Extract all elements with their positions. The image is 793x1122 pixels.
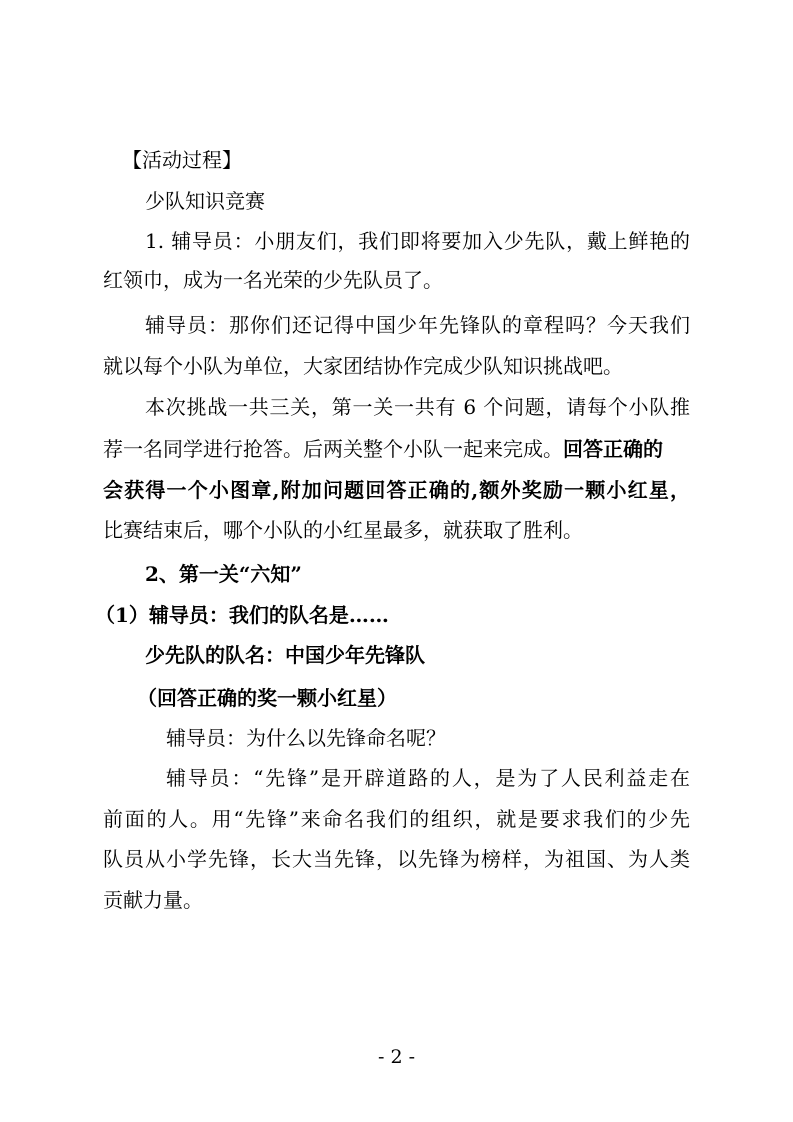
paragraph-4-line-3: 队员从小学先锋，长大当先锋，以先锋为榜样，为祖国、为人类 [103,847,690,871]
paragraph-3-line-2-normal: 荐一名同学进行抢答。后两关整个小队一起来完成。 [103,437,563,461]
paragraph-3-line-1: 本次挑战一共三关，第一关一共有 6 个问题，请每个小队推 [145,395,690,419]
paragraph-2-line-2: 就以每个小队为单位，大家团结协作完成少队知识挑战吧。 [103,354,623,378]
reward-note: （回答正确的奖一颗小红星） [137,686,397,710]
paragraph-3-line-3: 会获得一个小图章,附加问题回答正确的,额外奖励一颗小红星， [103,478,690,502]
paragraph-1-line-2: 红领巾，成为一名光荣的少先队员了。 [103,268,443,292]
paragraph-1-line-1: 1. 辅导员：小朋友们，我们即将要加入少先队，戴上鲜艳的 [145,229,690,253]
section-heading: 【活动过程】 [122,148,242,172]
paragraph-3-line-4: 比赛结束后，哪个小队的小红星最多，就获取了胜利。 [103,518,583,542]
paragraph-3-line-2 [103,437,663,461]
section-2-title: 2、第一关“六知” [145,562,302,586]
question-1: （1）辅导员：我们的队名是…… [95,603,389,627]
paragraph-4-line-4: 贡献力量。 [103,888,203,912]
page-number: - 2 - [377,1046,415,1068]
paragraph-4-line-2: 前面的人。用“先锋”来命名我们的组织，就是要求我们的少先 [103,807,690,831]
paragraph-3-line-2-bold: 回答正确的 [563,437,663,461]
paragraph-4-line-1: 辅导员：“先锋”是开辟道路的人，是为了人民利益走在 [166,766,690,790]
paragraph-2-line-1: 辅导员：那你们还记得中国少年先锋队的章程吗？今天我们 [145,313,690,337]
question-why-pioneer: 辅导员：为什么以先锋命名呢？ [166,726,446,750]
section-subheading: 少队知识竞赛 [145,189,265,213]
answer-1: 少先队的队名：中国少年先锋队 [145,643,425,667]
